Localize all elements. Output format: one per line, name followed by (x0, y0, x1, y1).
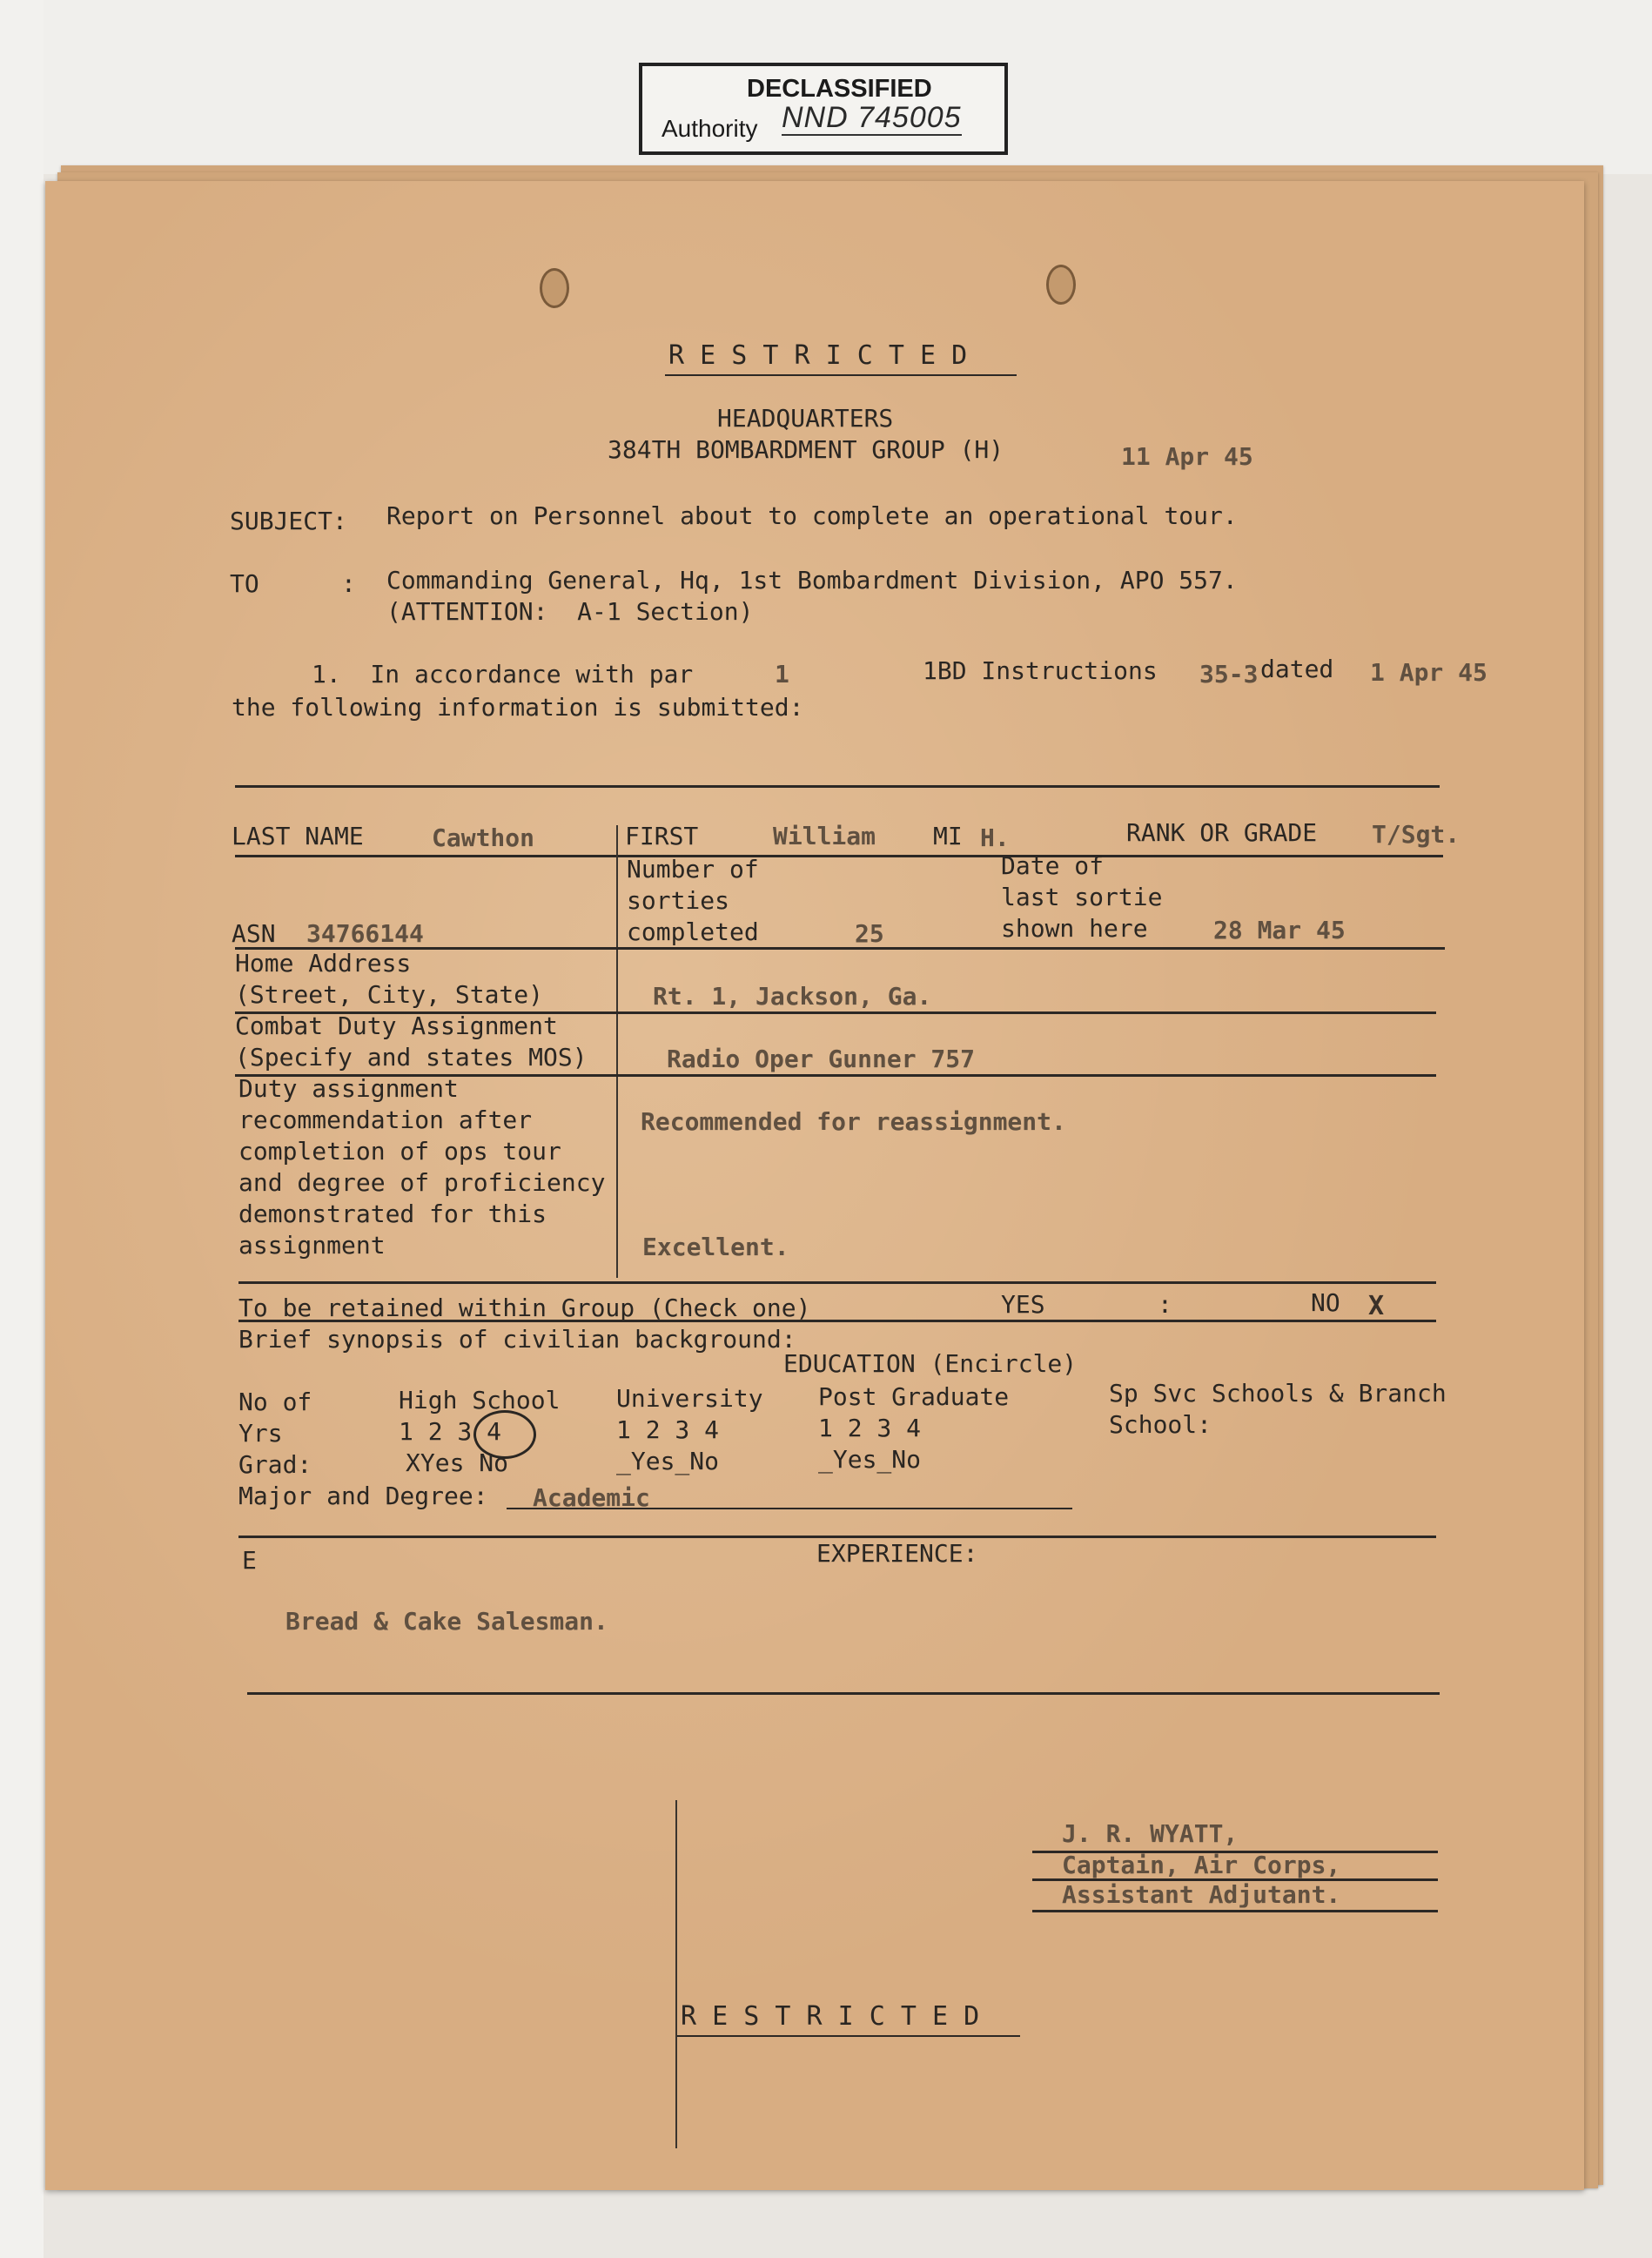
subject-text: Report on Personnel about to complete an operational tour. (386, 501, 1238, 530)
e-label: E (242, 1546, 257, 1575)
combat-value: Radio Oper Gunner 757 (667, 1045, 976, 1073)
first-name-label: FIRST (625, 822, 699, 850)
form-rule (235, 785, 1440, 788)
declassified-stamp (639, 63, 1008, 155)
synopsis-label: Brief synopsis of civilian background: (238, 1325, 796, 1354)
sorties-label-1: Number of (627, 855, 759, 884)
grad-label: Grad: (238, 1450, 312, 1479)
pg-grad: _Yes_No (818, 1445, 922, 1474)
last-name-label: LAST NAME (232, 822, 364, 850)
home-value: Rt. 1, Jackson, Ga. (653, 982, 932, 1011)
to-line1: Commanding General, Hq, 1st Bombardment Division, APO 557. (386, 566, 1238, 595)
para1-dated: dated (1260, 655, 1334, 683)
experience-label: EXPERIENCE: (816, 1539, 978, 1568)
column-divider (616, 825, 618, 1278)
univ-years: 1 2 3 4 (616, 1415, 720, 1444)
punch-hole (1046, 265, 1076, 305)
para1-line2: the following information is submitted: (232, 693, 804, 722)
duty-label-2: recommendation after (238, 1105, 533, 1134)
retained-colon: : (1158, 1290, 1172, 1319)
post-grad-label: Post Graduate (818, 1382, 1010, 1411)
last-sortie-label-2: last sortie (1001, 883, 1163, 911)
classification-bottom: R E S T R I C T E D (681, 2001, 980, 2032)
rank-label: RANK OR GRADE (1126, 818, 1318, 847)
para1-prefix: 1. In accordance with par (312, 660, 694, 689)
punch-hole (540, 268, 569, 308)
duty-label-6: assignment (238, 1231, 386, 1260)
sorties-value: 25 (855, 919, 884, 948)
asn-value: 34766144 (306, 919, 424, 948)
crease-line (675, 1800, 677, 2148)
underline (665, 374, 1017, 376)
retained-yes-label: YES (1001, 1290, 1045, 1319)
yrs-label: Yrs (238, 1419, 283, 1448)
form-rule (235, 947, 1445, 950)
form-rule (238, 1536, 1436, 1538)
university-label: University (616, 1384, 763, 1413)
major-label: Major and Degree: (238, 1482, 488, 1510)
sp-svc-label-1: Sp Svc Schools & Branch (1109, 1379, 1447, 1408)
form-rule (238, 1281, 1436, 1284)
home-label-2: (Street, City, State) (235, 980, 544, 1009)
form-rule (235, 855, 1443, 857)
stamp-authority-value: NND 745005 (782, 101, 962, 134)
duty-label-4: and degree of proficiency (238, 1168, 606, 1197)
last-sortie-value: 28 Mar 45 (1213, 916, 1346, 944)
duty-recommendation: Recommended for reassignment. (641, 1107, 1066, 1136)
asn-label: ASN (232, 919, 276, 948)
high-school-label: High School (399, 1386, 561, 1415)
hs-years: 1 2 3 4 (399, 1417, 502, 1446)
header-date: 11 Apr 45 (1121, 442, 1253, 471)
duty-label-5: demonstrated for this (238, 1200, 547, 1228)
last-name-value: Cawthon (432, 823, 535, 852)
form-rule (247, 1692, 1440, 1695)
org-line1: HEADQUARTERS (717, 404, 894, 433)
retained-label: To be retained within Group (Check one) (238, 1294, 811, 1322)
experience-value: Bread & Cake Salesman. (285, 1607, 608, 1636)
para1-date-value: 1 Apr 45 (1370, 658, 1487, 687)
pg-years: 1 2 3 4 (818, 1414, 922, 1442)
no-of-label: No of (238, 1388, 312, 1416)
major-value: Academic (533, 1483, 650, 1512)
classification-top: R E S T R I C T E D (668, 340, 968, 371)
sorties-label-2: sorties (627, 886, 730, 915)
signature-title2: Assistant Adjutant. (1062, 1880, 1341, 1909)
retained-mark: X (1368, 1291, 1385, 1321)
form-rule (507, 1508, 1072, 1509)
para1-instr-value: 35-3 (1199, 660, 1259, 689)
combat-label-2: (Specify and states MOS) (235, 1043, 588, 1072)
to-colon: : (341, 569, 356, 598)
combat-label-1: Combat Duty Assignment (235, 1011, 558, 1040)
subject-label: SUBJECT: (230, 507, 347, 535)
education-label: EDUCATION (Encircle) (783, 1349, 1078, 1378)
to-line2: (ATTENTION: A-1 Section) (386, 597, 754, 626)
duty-label-1: Duty assignment (238, 1074, 459, 1103)
last-sortie-label-3: shown here (1001, 914, 1148, 943)
para1-instructions: 1BD Instructions (923, 656, 1158, 685)
stamp-title: DECLASSIFIED (747, 75, 932, 103)
hs-grad: XYes No (406, 1448, 509, 1477)
signature-title1: Captain, Air Corps, (1062, 1851, 1341, 1879)
first-name-value: William (773, 822, 876, 850)
para1-par-value: 1 (775, 660, 789, 689)
document-page (45, 181, 1584, 2190)
retained-no-label: NO (1311, 1288, 1340, 1317)
form-rule (238, 1320, 1436, 1322)
last-sortie-label-1: Date of (1001, 851, 1105, 880)
to-label: TO (230, 569, 259, 598)
univ-grad: _Yes_No (616, 1447, 720, 1475)
stamp-authority-label: Authority (661, 115, 758, 142)
mi-label: MI (933, 822, 963, 850)
sp-svc-label-2: School: (1109, 1410, 1212, 1439)
signature-name: J. R. WYATT, (1062, 1819, 1239, 1848)
org-line2: 384TH BOMBARDMENT GROUP (H) (608, 435, 1004, 464)
home-label-1: Home Address (235, 949, 412, 978)
underline (677, 2035, 1020, 2037)
backdrop-left (0, 0, 44, 2258)
rank-value: T/Sgt. (1372, 820, 1461, 849)
mi-value: H. (980, 823, 1010, 852)
sorties-label-3: completed (627, 917, 759, 946)
signature-rule (1032, 1910, 1438, 1912)
proficiency-value: Excellent. (642, 1233, 789, 1261)
duty-label-3: completion of ops tour (238, 1137, 561, 1166)
